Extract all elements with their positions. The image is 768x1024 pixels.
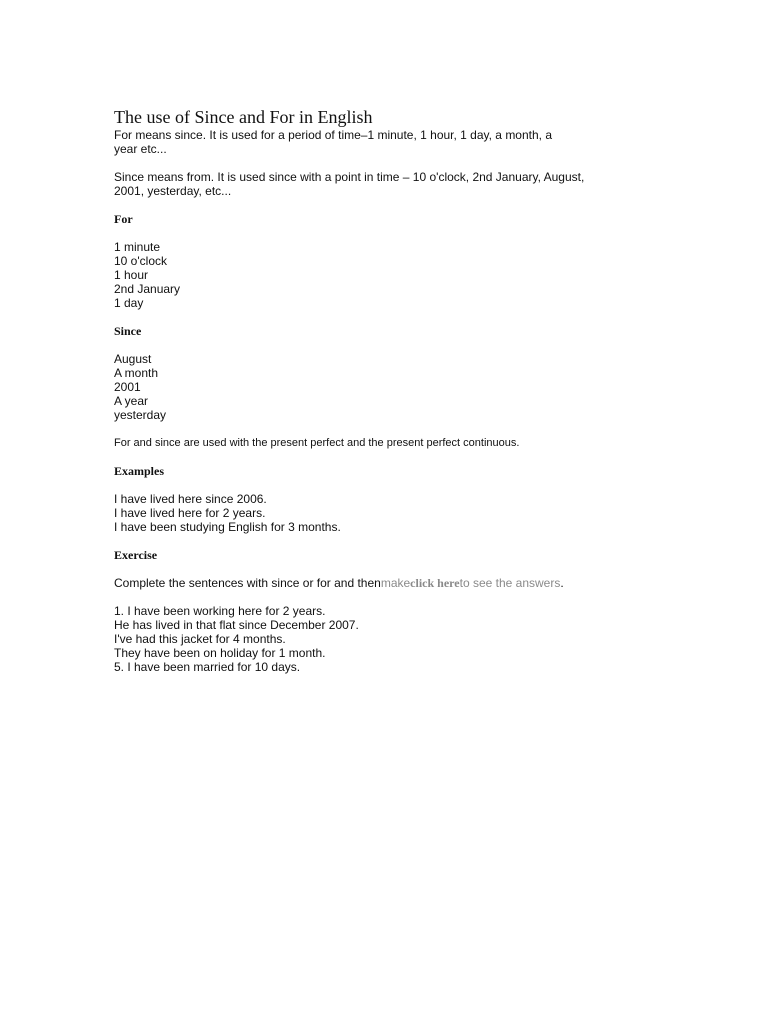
exercise-sentence: He has lived in that flat since December 2007.	[114, 618, 359, 632]
examples-heading: Examples	[114, 464, 165, 478]
list-item: 10 o'clock	[114, 254, 167, 268]
exercise-sentence: 1. I have been working here for 2 years.	[114, 604, 326, 618]
example-sentence: I have been studying English for 3 months.	[114, 520, 341, 534]
list-item: A year	[114, 394, 149, 408]
instruction-text: Complete the sentences with since or for and then	[114, 576, 381, 590]
intro-since-paragraph: Since means from. It is used since with a point in time – 10 o'clock, 2nd January, August, 2001, yesterday, etc...	[114, 170, 585, 198]
answers-link-suffix[interactable]: to see the answers	[459, 576, 561, 590]
list-item: A month	[114, 366, 159, 380]
list-item: 2001	[114, 380, 141, 394]
example-sentence: I have lived here since 2006.	[114, 492, 267, 506]
since-heading: Since	[114, 324, 142, 338]
for-list	[114, 240, 614, 310]
list-item: yesterday	[114, 408, 167, 422]
list-item: 2nd January	[114, 282, 181, 296]
exercise-sentence: 5. I have been married for 10 days.	[114, 660, 301, 674]
examples-list	[114, 492, 614, 534]
exercise-sentence: I've had this jacket for 4 months.	[114, 632, 286, 646]
exercise-sentence: They have been on holiday for 1 month.	[114, 646, 326, 660]
list-item: 1 minute	[114, 240, 161, 254]
page-title: The use of Since and For in English	[114, 107, 373, 127]
list-item: August	[114, 352, 152, 366]
list-item: 1 hour	[114, 268, 149, 282]
exercise-heading: Exercise	[114, 548, 158, 562]
since-list	[114, 352, 614, 422]
usage-note: For and since are used with the present perfect and the present perfect continuous.	[114, 437, 520, 449]
instruction-end: .	[560, 576, 564, 590]
list-item: 1 day	[114, 296, 144, 310]
example-sentence: I have lived here for 2 years.	[114, 506, 266, 520]
document-body	[114, 106, 614, 674]
answers-link-prefix[interactable]: make	[380, 576, 411, 590]
for-heading: For	[114, 212, 133, 226]
exercise-list	[114, 604, 614, 674]
answers-link[interactable]: click here	[410, 576, 460, 590]
intro-for-paragraph: For means since. It is used for a period of time–1 minute, 1 hour, 1 day, a month, a year etc...	[114, 128, 553, 156]
exercise-instruction	[114, 576, 614, 590]
